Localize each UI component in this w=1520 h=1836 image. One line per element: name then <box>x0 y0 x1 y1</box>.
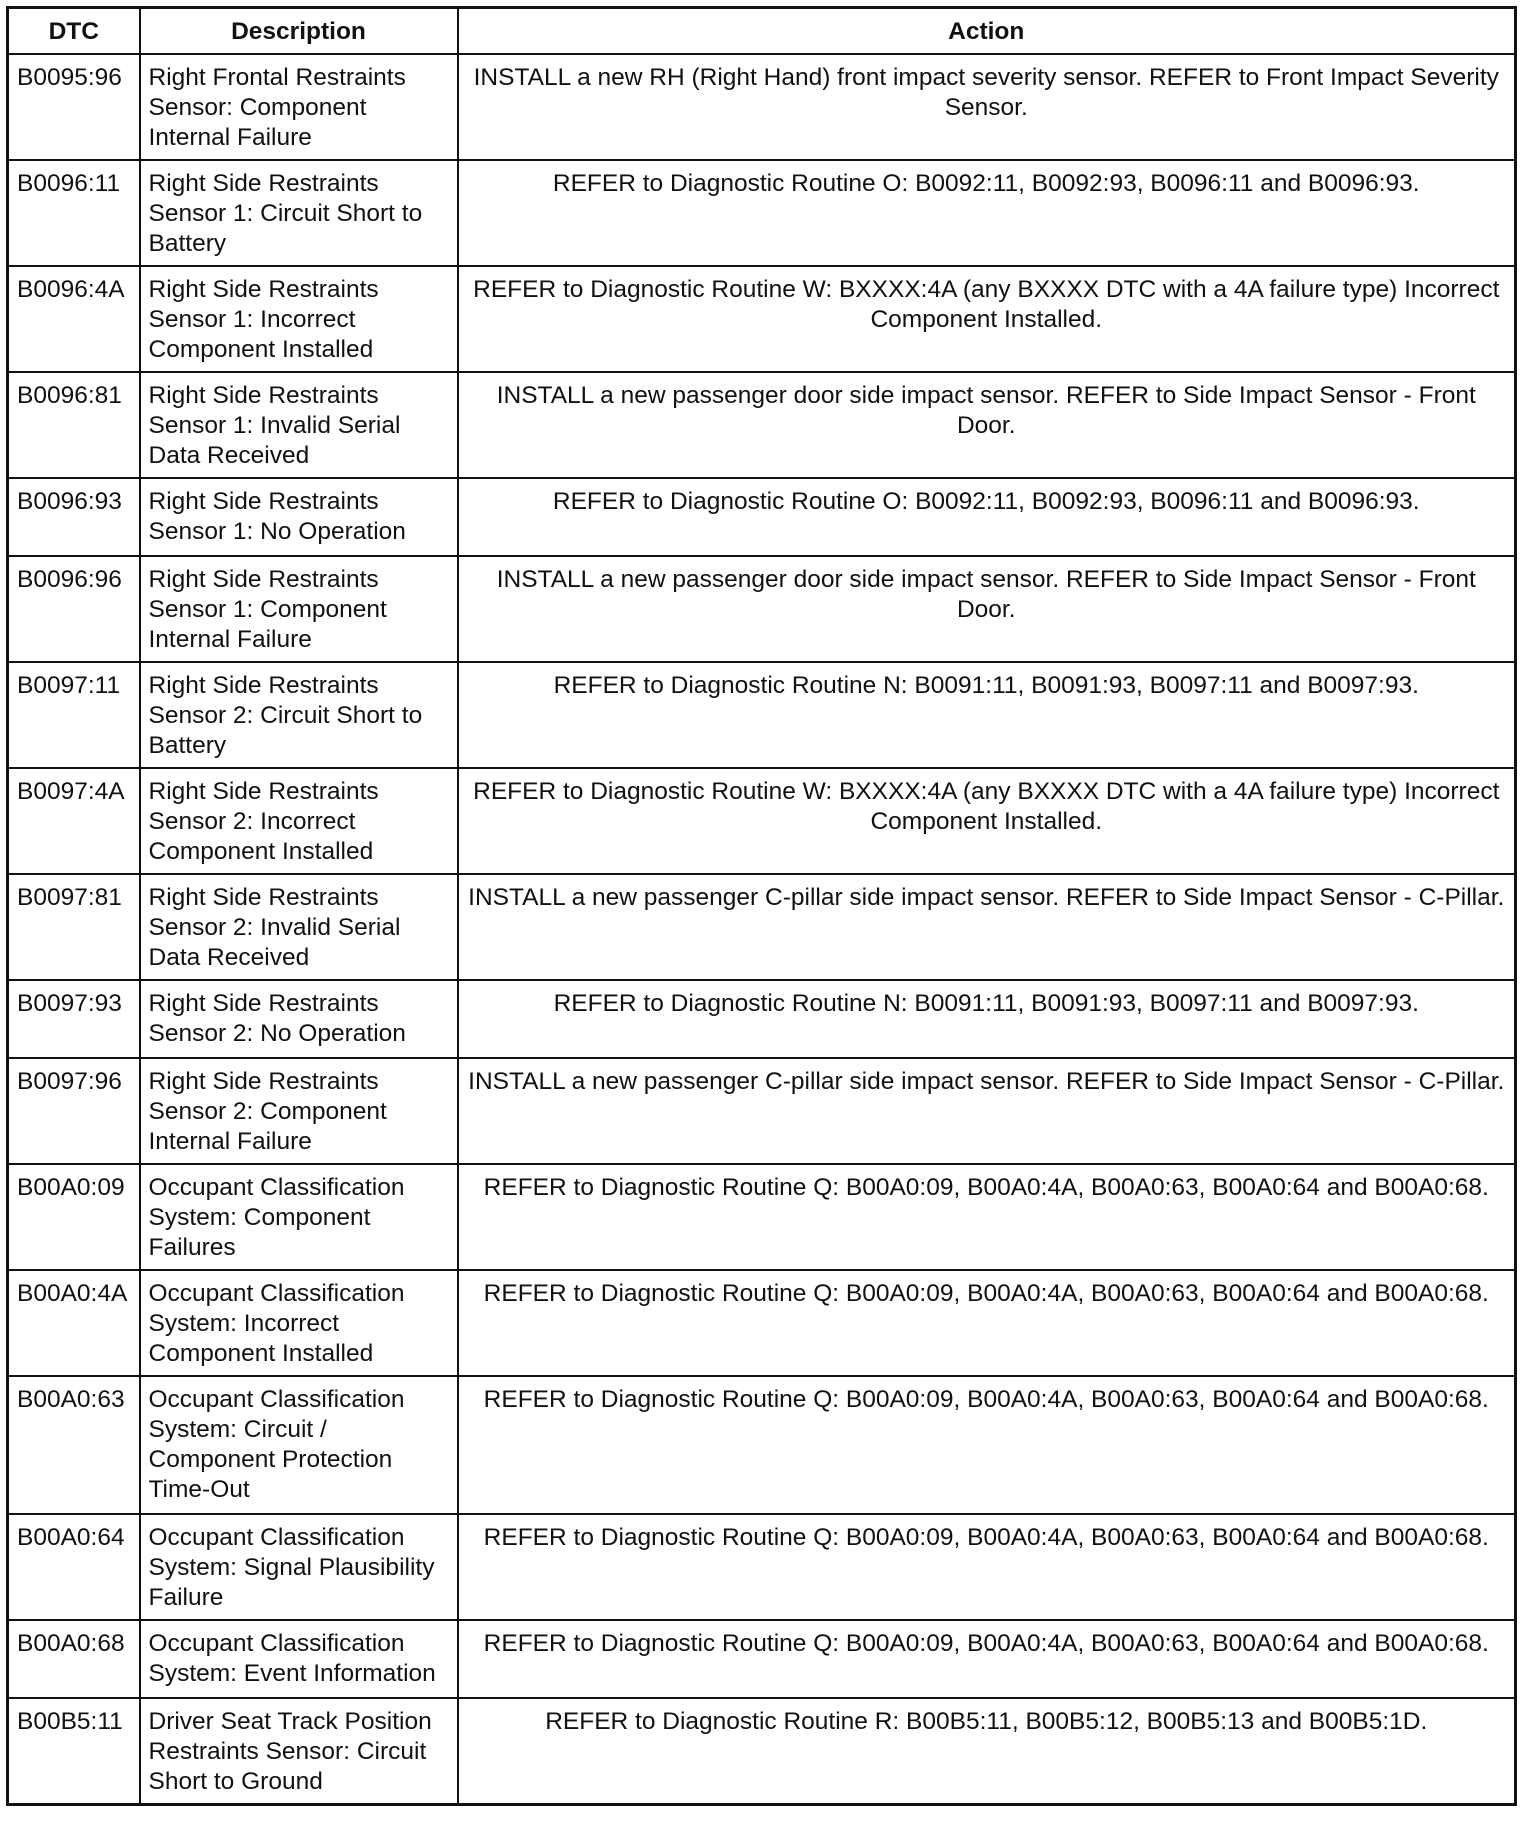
column-header-dtc: DTC <box>8 8 140 54</box>
table-row <box>8 1164 1516 1270</box>
dtc-code: B00B5:11 <box>8 1698 140 1805</box>
dtc-action: INSTALL a new passenger C-pillar side impact sensor. REFER to Side Impact Sensor - C-Pillar. <box>458 1058 1516 1164</box>
dtc-description: Right Side Restraints Sensor 1: Invalid Serial Data Received <box>140 372 458 478</box>
dtc-action: REFER to Diagnostic Routine O: B0092:11, B0092:93, B0096:11 and B0096:93. <box>458 478 1516 556</box>
dtc-code: B0095:96 <box>8 54 140 160</box>
table-row <box>8 266 1516 372</box>
dtc-action: REFER to Diagnostic Routine W: BXXXX:4A (any BXXXX DTC with a 4A failure type) Incorrect Component Installed. <box>458 768 1516 874</box>
table-row <box>8 874 1516 980</box>
dtc-description: Right Side Restraints Sensor 2: Invalid Serial Data Received <box>140 874 458 980</box>
dtc-action: INSTALL a new RH (Right Hand) front impact severity sensor. REFER to Front Impact Severity Sensor. <box>458 54 1516 160</box>
dtc-description: Occupant Classification System: Event Information <box>140 1620 458 1698</box>
dtc-description: Right Side Restraints Sensor 2: Circuit Short to Battery <box>140 662 458 768</box>
dtc-description: Right Side Restraints Sensor 2: No Operation <box>140 980 458 1058</box>
dtc-code: B0097:96 <box>8 1058 140 1164</box>
dtc-code: B00A0:68 <box>8 1620 140 1698</box>
table-row <box>8 1514 1516 1620</box>
dtc-code: B0097:11 <box>8 662 140 768</box>
dtc-action: REFER to Diagnostic Routine N: B0091:11, B0091:93, B0097:11 and B0097:93. <box>458 662 1516 768</box>
document-page <box>6 6 1514 1806</box>
dtc-code: B00A0:09 <box>8 1164 140 1270</box>
dtc-action: REFER to Diagnostic Routine R: B00B5:11, B00B5:12, B00B5:13 and B00B5:1D. <box>458 1698 1516 1805</box>
table-row <box>8 1698 1516 1805</box>
dtc-action: REFER to Diagnostic Routine W: BXXXX:4A (any BXXXX DTC with a 4A failure type) Incorrect Component Installed. <box>458 266 1516 372</box>
dtc-action: INSTALL a new passenger door side impact sensor. REFER to Side Impact Sensor - Front Door. <box>458 372 1516 478</box>
dtc-action: INSTALL a new passenger C-pillar side impact sensor. REFER to Side Impact Sensor - C-Pillar. <box>458 874 1516 980</box>
dtc-action: INSTALL a new passenger door side impact sensor. REFER to Side Impact Sensor - Front Door. <box>458 556 1516 662</box>
table-row <box>8 160 1516 266</box>
dtc-action: REFER to Diagnostic Routine O: B0092:11, B0092:93, B0096:11 and B0096:93. <box>458 160 1516 266</box>
column-header-action: Action <box>458 8 1516 54</box>
dtc-code: B0096:93 <box>8 478 140 556</box>
table-row <box>8 768 1516 874</box>
dtc-description: Right Side Restraints Sensor 1: Component Internal Failure <box>140 556 458 662</box>
dtc-description: Right Side Restraints Sensor 1: Circuit Short to Battery <box>140 160 458 266</box>
dtc-action: REFER to Diagnostic Routine N: B0091:11, B0091:93, B0097:11 and B0097:93. <box>458 980 1516 1058</box>
table-row <box>8 1620 1516 1698</box>
table-row <box>8 662 1516 768</box>
column-header-description: Description <box>140 8 458 54</box>
dtc-code: B00A0:4A <box>8 1270 140 1376</box>
dtc-action: REFER to Diagnostic Routine Q: B00A0:09, B00A0:4A, B00A0:63, B00A0:64 and B00A0:68. <box>458 1376 1516 1514</box>
table-row <box>8 980 1516 1058</box>
table-row <box>8 1376 1516 1514</box>
dtc-table <box>6 6 1517 1806</box>
table-row <box>8 556 1516 662</box>
table-row <box>8 372 1516 478</box>
dtc-description: Right Side Restraints Sensor 2: Component Internal Failure <box>140 1058 458 1164</box>
dtc-description: Occupant Classification System: Signal Plausibility Failure <box>140 1514 458 1620</box>
table-row <box>8 1270 1516 1376</box>
dtc-description: Occupant Classification System: Incorrect Component Installed <box>140 1270 458 1376</box>
dtc-code: B0096:81 <box>8 372 140 478</box>
dtc-description: Occupant Classification System: Circuit / Component Protection Time-Out <box>140 1376 458 1514</box>
table-row <box>8 54 1516 160</box>
dtc-code: B0096:11 <box>8 160 140 266</box>
dtc-code: B00A0:63 <box>8 1376 140 1514</box>
dtc-action: REFER to Diagnostic Routine Q: B00A0:09, B00A0:4A, B00A0:63, B00A0:64 and B00A0:68. <box>458 1620 1516 1698</box>
dtc-description: Right Side Restraints Sensor 2: Incorrect Component Installed <box>140 768 458 874</box>
dtc-description: Right Frontal Restraints Sensor: Component Internal Failure <box>140 54 458 160</box>
dtc-code: B0097:4A <box>8 768 140 874</box>
dtc-code: B0096:96 <box>8 556 140 662</box>
dtc-description: Right Side Restraints Sensor 1: No Operation <box>140 478 458 556</box>
dtc-code: B00A0:64 <box>8 1514 140 1620</box>
dtc-action: REFER to Diagnostic Routine Q: B00A0:09, B00A0:4A, B00A0:63, B00A0:64 and B00A0:68. <box>458 1514 1516 1620</box>
dtc-code: B0096:4A <box>8 266 140 372</box>
dtc-description: Driver Seat Track Position Restraints Sensor: Circuit Short to Ground <box>140 1698 458 1805</box>
table-header-row <box>8 8 1516 54</box>
dtc-description: Right Side Restraints Sensor 1: Incorrect Component Installed <box>140 266 458 372</box>
dtc-action: REFER to Diagnostic Routine Q: B00A0:09, B00A0:4A, B00A0:63, B00A0:64 and B00A0:68. <box>458 1164 1516 1270</box>
dtc-code: B0097:81 <box>8 874 140 980</box>
table-row <box>8 478 1516 556</box>
dtc-code: B0097:93 <box>8 980 140 1058</box>
dtc-action: REFER to Diagnostic Routine Q: B00A0:09, B00A0:4A, B00A0:63, B00A0:64 and B00A0:68. <box>458 1270 1516 1376</box>
dtc-description: Occupant Classification System: Component Failures <box>140 1164 458 1270</box>
table-row <box>8 1058 1516 1164</box>
